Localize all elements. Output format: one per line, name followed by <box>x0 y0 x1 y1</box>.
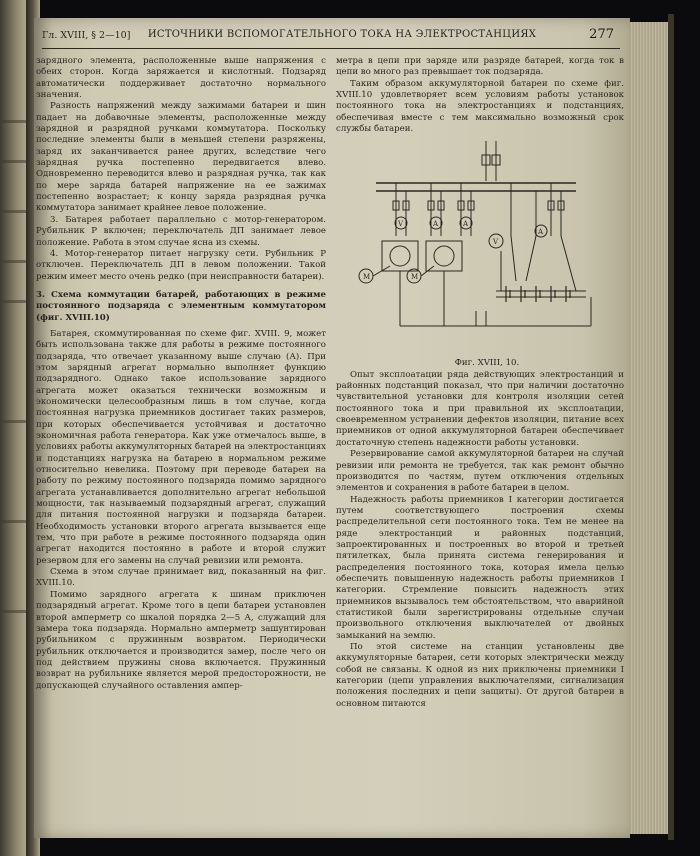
paragraph: 4. Мотор-генератор питает нагрузку сети. Рубильник Р отключен. Переключатель ДП в левом положении. Такой режим имеет место очень редко (при неисправности батареи). <box>36 248 326 282</box>
running-header <box>42 26 620 49</box>
page-edges <box>628 22 670 834</box>
paragraph: Помимо зарядного агрегата к шинам приключен подзарядный агрегат. Кроме того в цепи батареи установлен второй амперметр со шкалой порядка 2—5 А, служащий для замера тока подзаряда. Нормально амперметр зашунтирован рубильником с пружинным возвратом. Периодически рубильник отключается и производится замер, после чего он под действием пружины снова включается. Пружинный возврат на рубильнике является мерой предосторожности, не допускающей случайного оставления ампер- <box>36 589 326 691</box>
left-column <box>36 56 326 692</box>
paragraph: Разность напряжений между зажимами батареи и шин падает на добавочные элементы, расположенные между зарядной и разрядной ручками коммутатора. Поскольку последние элементы были в меньшей степени разряжены, заряд их заканчивается ранее других, вследствие чего зарядная ручка постепенно передвигается влево. Одновременно переводится влево и разрядная ручка, так как по мере заряда батарей напряжение на ее зажимах постепенно возрастает; к концу заряда разрядная ручка коммутатора занимает крайнее левое положение. <box>36 101 326 214</box>
svg-text:M: M <box>363 273 371 282</box>
paragraph: Батарея, скоммутированная по схеме фиг. XVIII. 9, может быть использована также для работы в режиме постоянного подзаряда, что отвечает указанному выше случаю (А). При этом зарядный агрегат нормально выполняет функцию подзарядного. Однако такое использование зарядного агрегата может оказаться технически возможным и экономически целесообразным лишь в том случае, когда постоянная нагрузка приемников достигает таких размеров, при которых обеспечивается устойчивая и достаточно экономичная работа генератора. Как уже отмечалось выше, в условиях работы аккумуляторных батарей на электростанциях и подстанциях нагрузка на батарею в нормальном режиме относительно невелика. Поэтому при переводе батареи на работу по режиму постоянного подзаряда помимо зарядного агрегата устанавливается дополнительно агрегат небольшой мощности, так называемый подзарядный агрегат, служащий для питания постоянной нагрузки и подзаряда батареи. Необходимость установки второго агрегата вызывается еще тем, что при работе в режиме постоянного подзаряда один агрегат находится постоянно в работе и второй служит резервом для его замены на случай ревизии или ремонта. <box>36 328 326 566</box>
section-heading: 3. Схема коммутации батарей, работающих в режиме постоянного подзаряда с элементным коммутатором (фиг. XVIII.10) <box>36 289 326 323</box>
svg-text:M: M <box>411 273 419 282</box>
running-title: ИСТОЧНИКИ ВСПОМОГАТЕЛЬНОГО ТОКА НА ЭЛЕКТРОСТАНЦИЯХ <box>147 29 537 40</box>
svg-text:V: V <box>493 238 499 247</box>
right-column <box>336 56 624 710</box>
paragraph: Таким образом аккумуляторной батареи по схеме фиг. XVIII.10 удовлетворяет всем условиям работы установок постоянного тока на электростанциях и подстанциях, обеспечивая вместе с тем максимально возможный срок службы батареи. <box>336 78 624 135</box>
paragraph: Резервирование самой аккумуляторной батареи на случай ревизии или ремонта не требуется, так как ремонт обычно производится по частям, путем отключения отдельных элементов и сохранения в работе батареи в целом. <box>336 449 624 494</box>
paragraph: Надежность работы приемников I категории достигается путем соответствующего построения схемы распределительной сети постоянного тока. Тем не менее на ряде электростанций и районных подстанций, запроектированных и построенных во второй и третьей пятилетках, была принята система генерирования и распределения постоянного тока, которая имела целью обеспечить повышенную надежность работы приемников I категории. Стремление повысить надежность этих приемников вызывалось тем обстоятельством, что аварийной статистикой были зарегистрированы отдельные случаи произвольного отключения выключателей от двойных замыканий на землю. <box>336 494 624 641</box>
paragraph: зарядного элемента, расположенные выше напряжения с обеих сторон. Когда заряжается и кислотный. Подзаряд автоматически поддерживает достаточно нормального значения. <box>36 56 326 101</box>
svg-text:A: A <box>463 220 469 229</box>
paragraph: метра в цепи при заряде или разряде батарей, когда ток в цепи во много раз превышает ток подзаряда. <box>336 56 624 78</box>
circuit-diagram-svg <box>336 141 622 356</box>
book-cover <box>668 14 674 840</box>
page-number: 277 <box>589 27 614 42</box>
circuit-diagram <box>336 141 622 356</box>
svg-text:A: A <box>538 228 544 237</box>
chapter-reference: Гл. XVIII, § 2—10] <box>42 30 131 41</box>
paragraph: Опыт эксплоатации ряда действующих электростанций и районных подстанций показал, что при наличии достаточно чувствительной установки для контроля изоляции сетей постоянного тока и при правильной их эксплоатации, своевременном устранении дефектов изоляции, питание всех приемников от одной аккумуляторной батареи обеспечивает достаточную степень надежности работы установки. <box>336 369 624 448</box>
figure-caption: Фиг. XVIII, 10. <box>454 358 520 369</box>
paragraph: 3. Батарея работает параллельно с мотор-генератором. Рубильник Р включен; переключатель ДП занимает левое положение. Работа в этом случае ясна из схемы. <box>36 214 326 248</box>
svg-text:A: A <box>433 220 439 229</box>
svg-text:V: V <box>398 220 404 229</box>
paragraph: По этой системе на станции установлены две аккумуляторные батареи, сети которых электрически между собой не связаны. К одной из них приключены приемники I категории (цепи управления выключателями, сигнализация положения последних и цепи защиты). От другой батареи в основном питаются <box>336 642 624 709</box>
paragraph: Схема в этом случае принимает вид, показанный на фиг. XVIII.10. <box>36 567 326 589</box>
book-page <box>34 18 630 838</box>
